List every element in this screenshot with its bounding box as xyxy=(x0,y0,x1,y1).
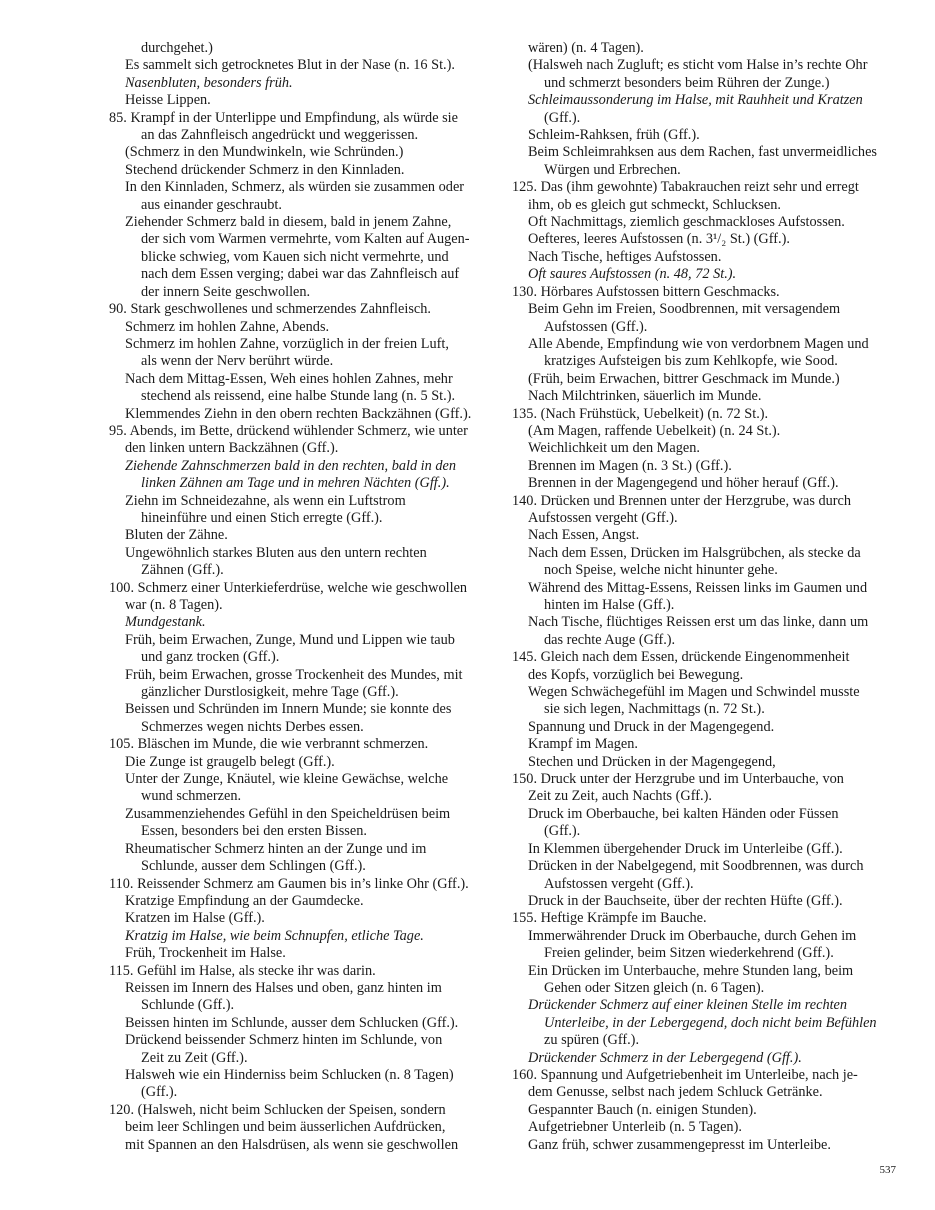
text-line: 150. Druck unter der Herzgrube und im Unterbauche, von xyxy=(512,771,844,788)
text-line: blicke schwieg, vom Kauen sich nicht vermehrte, und xyxy=(141,248,449,265)
text-line: beim leer Schlingen und beim äusserlichen Aufdrücken, xyxy=(125,1119,446,1136)
text-line: Aufstossen vergeht (Gff.). xyxy=(528,509,678,526)
text-line: ihm, ob es gleich gut schmeckt, Schlucksen. xyxy=(528,196,781,213)
text-line: der sich vom Warmen vermehrte, vom Kalten auf Augen- xyxy=(141,231,470,248)
text-line: sie sich legen, Nachmittags (n. 72 St.). xyxy=(544,701,765,718)
text-line: wären) (n. 4 Tagen). xyxy=(528,40,644,56)
text-line: Weichlichkeit um den Magen. xyxy=(528,440,700,457)
text-line: Nach dem Mittag-Essen, Weh eines hohlen Zahnes, mehr xyxy=(125,370,453,387)
text-line: Klemmendes Ziehn in den obern rechten Backzähnen (Gff.). xyxy=(125,405,472,422)
text-line: Krampf im Magen. xyxy=(528,736,638,753)
text-line: Reissen im Innern des Halses und oben, ganz hinten im xyxy=(125,979,442,996)
text-line: Früh, beim Erwachen, Zunge, Mund und Lippen wie taub xyxy=(125,631,455,648)
text-line: zu spüren (Gff.). xyxy=(544,1032,640,1049)
text-line: Aufstossen (Gff.). xyxy=(544,318,648,335)
text-line: Stechend drückender Schmerz in den Kinnladen. xyxy=(125,161,405,178)
text-line: Heisse Lippen. xyxy=(125,92,211,109)
text-line: Aufgetriebner Unterleib (n. 5 Tagen). xyxy=(528,1119,742,1136)
text-line: dem Genusse, selbst nach jedem Schluck Getränke. xyxy=(528,1084,823,1101)
text-line: Drückender Schmerz auf einer kleinen Stelle im rechten xyxy=(528,997,848,1014)
text-line: Ungewöhnlich starkes Bluten aus den untern rechten xyxy=(125,544,427,561)
text-line: Nach Tische, heftiges Aufstossen. xyxy=(528,248,722,265)
right-column xyxy=(512,40,894,1154)
text-line: linken Zähnen am Tage und in mehren Nächten (Gff.). xyxy=(141,475,450,492)
text-line: Ganz früh, schwer zusammengepresst im Unterleibe. xyxy=(528,1136,831,1153)
text-line: Druck im Oberbauche, bei kalten Händen oder Füssen xyxy=(528,805,839,822)
text-line: (Schmerz in den Mundwinkeln, wie Schründen.) xyxy=(125,144,404,161)
left-column xyxy=(109,40,491,1154)
text-line: Ein Drücken im Unterbauche, mehre Stunden lang, beim xyxy=(528,962,854,979)
text-line: Essen, besonders bei den ersten Bissen. xyxy=(141,823,367,840)
text-line: 85. Krampf in der Unterlippe und Empfindung, als würde sie xyxy=(109,109,459,126)
text-line: Nach Milchtrinken, säuerlich im Munde. xyxy=(528,388,762,405)
text-line: Schleimaussonderung im Halse, mit Rauhheit und Kratzen xyxy=(528,92,863,109)
text-line: Nasenbluten, besonders früh. xyxy=(125,74,293,91)
text-line: das rechte Auge (Gff.). xyxy=(544,631,676,648)
text-line: Zeit zu Zeit, auch Nachts (Gff.). xyxy=(528,788,712,805)
text-line: und ganz trocken (Gff.). xyxy=(141,649,280,666)
text-line: 140. Drücken und Brennen unter der Herzgrube, was durch xyxy=(512,492,852,509)
text-line: 160. Spannung und Aufgetriebenheit im Unterleibe, nach je- xyxy=(512,1066,858,1083)
text-line: Schmerz im hohlen Zahne, vorzüglich in der freien Luft, xyxy=(125,335,449,352)
text-line: Stechen und Drücken in der Magengegend, xyxy=(528,753,776,770)
text-line: Oft Nachmittags, ziemlich geschmackloses Aufstossen. xyxy=(528,214,845,231)
text-line: (Gff.). xyxy=(544,823,581,840)
text-line: 115. Gefühl im Halse, als stecke ihr was darin. xyxy=(109,962,376,979)
text-line: Zeit zu Zeit (Gff.). xyxy=(141,1049,248,1066)
text-line: Freien gelinder, beim Sitzen wiederkehrend (Gff.). xyxy=(544,945,834,962)
text-line: Nach dem Essen, Drücken im Halsgrübchen, als stecke da xyxy=(528,544,861,561)
text-line: Beim Schleimrahksen aus dem Rachen, fast unvermeidliches xyxy=(528,144,877,161)
text-line: (Gff.). xyxy=(544,109,581,126)
text-line: Nach Tische, flüchtiges Reissen erst um das linke, dann um xyxy=(528,614,869,631)
text-line: den linken untern Backzähnen (Gff.). xyxy=(125,440,339,457)
text-line: Zähnen (Gff.). xyxy=(141,562,224,579)
text-line: 130. Hörbares Aufstossen bittern Geschmacks. xyxy=(512,283,780,300)
text-line: Drückend beissender Schmerz hinten im Schlunde, von xyxy=(125,1032,443,1049)
text-line: Halsweh wie ein Hinderniss beim Schlucken (n. 8 Tagen) xyxy=(125,1066,454,1083)
text-line: Ziehender Schmerz bald in diesem, bald in jenem Zahne, xyxy=(125,214,452,231)
text-line: Beim Gehn im Freien, Soodbrennen, mit versagendem xyxy=(528,301,841,318)
text-line: 135. (Nach Frühstück, Uebelkeit) (n. 72 St.). xyxy=(512,405,769,422)
text-line: Würgen und Erbrechen. xyxy=(544,161,681,178)
text-line: hineinführe und einen Stich erregte (Gff.). xyxy=(141,509,383,526)
text-line: Beissen hinten im Schlunde, ausser dem Schlucken (Gff.). xyxy=(125,1014,459,1031)
text-line: (Halsweh nach Zugluft; es sticht vom Halse in’s rechte Ohr xyxy=(528,57,868,74)
text-line: noch Speise, welche nicht hinunter gehe. xyxy=(544,562,778,579)
text-line: kratziges Aufsteigen bis zum Kehlkopfe, wie Sood. xyxy=(544,353,838,370)
text-line: 90. Stark geschwollenes und schmerzendes Zahnfleisch. xyxy=(109,301,431,318)
text-line: hinten im Halse (Gff.). xyxy=(544,597,675,613)
text-line: Kratzige Empfindung an der Gaumdecke. xyxy=(125,892,364,909)
text-line: Brennen in der Magengegend und höher herauf (Gff.). xyxy=(528,475,839,492)
text-line: Ziehende Zahnschmerzen bald in den rechten, bald in den xyxy=(125,457,457,474)
text-line: war (n. 8 Tagen). xyxy=(125,597,223,613)
text-line: aus einander geschraubt. xyxy=(141,196,282,213)
text-line: Während des Mittag-Essens, Reissen links im Gaumen und xyxy=(528,579,868,596)
text-line: 110. Reissender Schmerz am Gaumen bis in’s linke Ohr (Gff.). xyxy=(109,875,469,892)
text-line: Oft saures Aufstossen (n. 48, 72 St.). xyxy=(528,266,737,283)
text-line: Schlunde (Gff.). xyxy=(141,997,235,1014)
text-line: Früh, Trockenheit im Halse. xyxy=(125,945,286,962)
text-line: Früh, beim Erwachen, grosse Trockenheit des Mundes, mit xyxy=(125,666,463,683)
text-line: wund schmerzen. xyxy=(141,788,242,805)
text-line: In Klemmen übergehender Druck im Unterleibe (Gff.). xyxy=(528,840,843,857)
text-line: Unterleibe, in der Lebergegend, doch nicht beim Befühlen xyxy=(544,1014,877,1031)
text-line: Rheumatischer Schmerz hinten an der Zunge und im xyxy=(125,840,427,857)
text-line: mit Spannen an den Halsdrüsen, als wenn sie geschwollen xyxy=(125,1136,459,1153)
text-line: 145. Gleich nach dem Essen, drückende Eingenommenheit xyxy=(512,649,850,666)
text-line: Bluten der Zähne. xyxy=(125,527,228,544)
text-line: Beissen und Schründen im Innern Munde; sie konnte des xyxy=(125,701,452,718)
text-line: Die Zunge ist graugelb belegt (Gff.). xyxy=(125,753,335,770)
text-line: 155. Heftige Krämpfe im Bauche. xyxy=(512,910,707,927)
page-number: 537 xyxy=(879,1164,896,1176)
text-line: stechend als reissend, eine halbe Stunde lang (n. 5 St.). xyxy=(141,388,456,405)
text-line: Kratzen im Halse (Gff.). xyxy=(125,910,265,927)
text-line: und schmerzt besonders beim Rühren der Zunge.) xyxy=(544,74,830,91)
text-line: Ziehn im Schneidezahne, als wenn ein Luftstrom xyxy=(125,492,406,509)
text-line: Zusammenziehendes Gefühl in den Speicheldrüsen beim xyxy=(125,805,451,822)
text-line: Schmerzes wegen nichts Derbes essen. xyxy=(141,718,364,735)
text-line: Nach Essen, Angst. xyxy=(528,527,640,544)
text-line: des Kopfs, vorzüglich bei Bewegung. xyxy=(528,666,744,683)
text-line: Es sammelt sich getrocknetes Blut in der Nase (n. 16 St.). xyxy=(125,57,455,74)
text-line: der innern Seite geschwollen. xyxy=(141,283,311,300)
text-line: Spannung und Druck in der Magengegend. xyxy=(528,718,775,735)
text-line: Wegen Schwächegefühl im Magen und Schwindel musste xyxy=(528,684,860,701)
text-line: Schleim-Rahksen, früh (Gff.). xyxy=(528,127,700,144)
text-line: durchgehet.) xyxy=(141,40,213,56)
text-line: an das Zahnfleisch angedrückt und weggerissen. xyxy=(141,127,419,144)
text-line: Gehen oder Sitzen gleich (n. 6 Tagen). xyxy=(544,979,765,996)
text-line: Unter der Zunge, Knäutel, wie kleine Gewächse, welche xyxy=(125,771,449,788)
text-line: (Am Magen, raffende Uebelkeit) (n. 24 St.). xyxy=(528,422,781,439)
text-line: nach dem Essen verging; dabei war das Zahnfleisch auf xyxy=(141,266,460,283)
text-line: 105. Bläschen im Munde, die wie verbrannt schmerzen. xyxy=(109,736,429,753)
text-line: In den Kinnladen, Schmerz, als würden sie zusammen oder xyxy=(125,179,465,196)
text-line: 120. (Halsweh, nicht beim Schlucken der Speisen, sondern xyxy=(109,1101,446,1118)
text-line: Schmerz im hohlen Zahne, Abends. xyxy=(125,318,330,335)
text-line: (Gff.). xyxy=(141,1084,178,1101)
text-line: Kratzig im Halse, wie beim Schnupfen, etliche Tage. xyxy=(125,927,424,944)
text-line: gänzlicher Durstlosigkeit, mehre Tage (Gff.). xyxy=(141,684,399,701)
text-line: Oefteres, leeres Aufstossen (n. 3¹/₂ St.) (Gff.). xyxy=(528,231,790,248)
text-line: Druck in der Bauchseite, über der rechten Hüfte (Gff.). xyxy=(528,892,843,909)
text-line: Gespannter Bauch (n. einigen Stunden). xyxy=(528,1101,757,1118)
text-line: Drücken in der Nabelgegend, mit Soodbrennen, was durch xyxy=(528,858,864,875)
text-line: (Früh, beim Erwachen, bittrer Geschmack im Munde.) xyxy=(528,370,840,387)
text-line: Mundgestank. xyxy=(125,614,206,631)
text-line: Immerwährender Druck im Oberbauche, durch Gehen im xyxy=(528,927,857,944)
text-line: Drückender Schmerz in der Lebergegend (Gff.). xyxy=(528,1049,802,1066)
text-line: Alle Abende, Empfindung wie von verdorbnem Magen und xyxy=(528,335,869,352)
text-line: 125. Das (ihm gewohnte) Tabakrauchen reizt sehr und erregt xyxy=(512,179,859,196)
text-line: Schlunde, ausser dem Schlingen (Gff.). xyxy=(141,858,366,875)
text-line: Brennen im Magen (n. 3 St.) (Gff.). xyxy=(528,457,732,474)
text-line: als wenn der Nerv berührt würde. xyxy=(141,353,334,370)
text-line: 100. Schmerz einer Unterkieferdrüse, welche wie geschwollen xyxy=(109,579,468,596)
text-line: 95. Abends, im Bette, drückend wühlender Schmerz, wie unter xyxy=(109,422,468,439)
text-line: Aufstossen vergeht (Gff.). xyxy=(544,875,694,892)
